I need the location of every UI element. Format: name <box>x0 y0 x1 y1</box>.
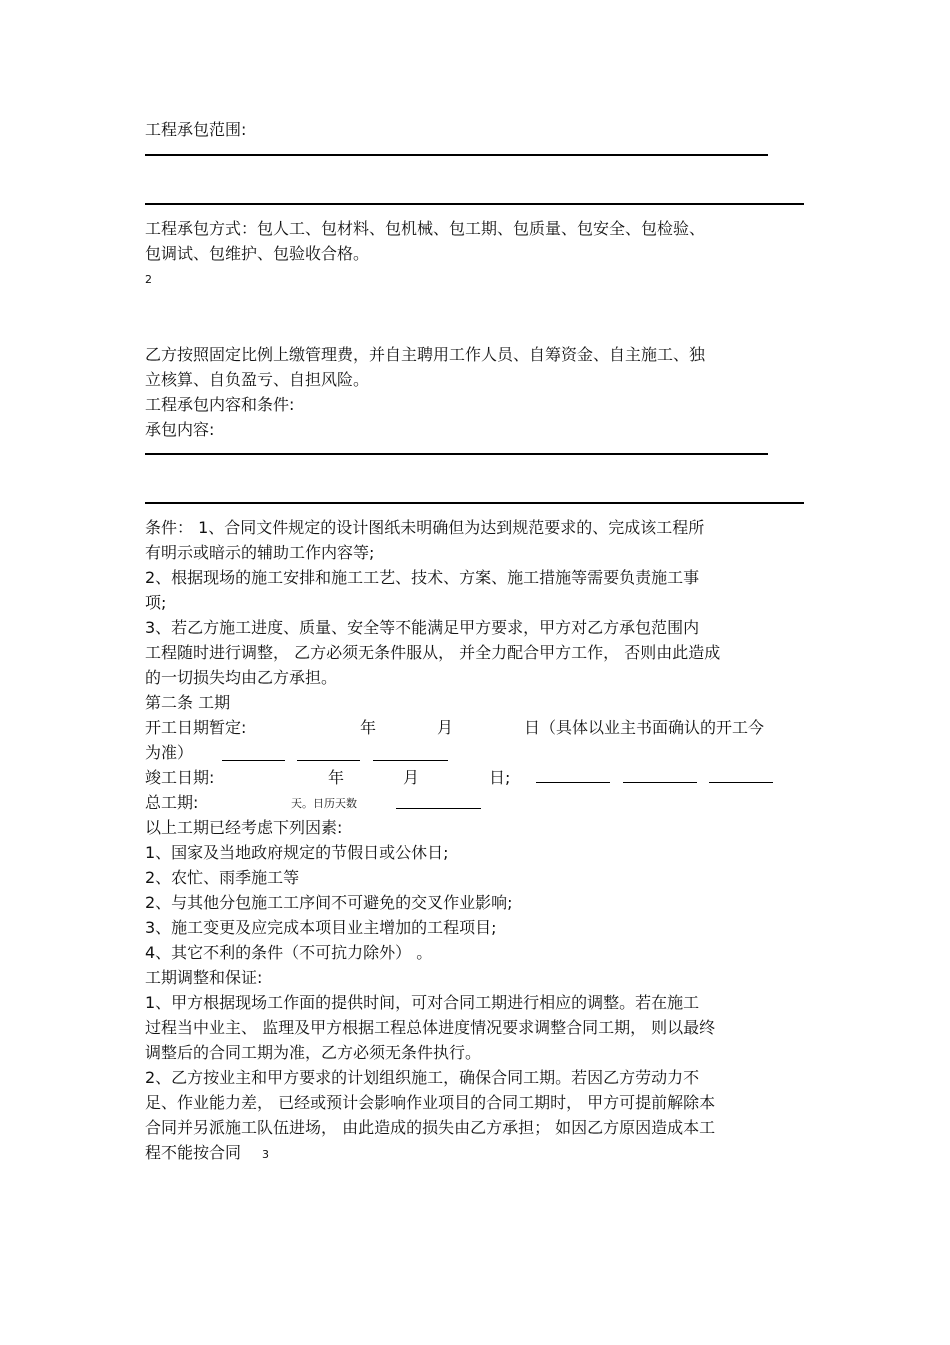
scope-fill-line-2 <box>145 203 804 205</box>
scope-label: 工程承包范围: <box>145 120 247 139</box>
start-year-blank <box>222 760 285 761</box>
condition-3-line-2: 工程随时进行调整， 乙方必须无条件服从， 并全力配合甲方工作， 否则由此造成 <box>145 643 721 662</box>
end-day-unit: 日; <box>489 768 511 787</box>
start-date-line-2: 为准） <box>145 743 194 762</box>
condition-2-line-1: 2、根据现场的施工安排和施工工艺、技术、方案、施工措施等需要负责施工事 <box>145 568 700 587</box>
condition-2-line-2: 项; <box>145 593 167 612</box>
end-year-blank <box>536 782 610 783</box>
fee-line-2: 立核算、自负盈亏、自担风险。 <box>145 370 370 389</box>
factor-3: 2、与其他分包施工工序间不可避免的交叉作业影响; <box>145 893 513 912</box>
adjust-1-line-1: 1、甲方根据现场工作面的提供时间，可对合同工期进行相应的调整。若在施工 <box>145 993 700 1012</box>
start-month-unit: 月 <box>437 718 454 737</box>
total-duration-unit: 天。日历天数 <box>291 797 357 810</box>
adjust-2-line-3: 合同并另派施工队伍进场， 由此造成的损失由乙方承担； 如因乙方原因造成本工 <box>145 1118 716 1137</box>
factor-5: 4、其它不利的条件（不可抗力除外） 。 <box>145 943 433 962</box>
condition-3-line-1: 3、若乙方施工进度、质量、安全等不能满足甲方要求，甲方对乙方承包范围内 <box>145 618 700 637</box>
start-year-unit: 年 <box>360 718 377 737</box>
adjust-2-line-1: 2、乙方按业主和甲方要求的计划组织施工，确保合同工期。若因乙方劳动力不 <box>145 1068 700 1087</box>
total-duration-label: 总工期: <box>145 793 199 812</box>
adjust-heading: 工期调整和保证: <box>145 968 263 987</box>
start-date-label: 开工日期暂定: <box>145 718 247 737</box>
condition-1-line-1: 条件： 1、合同文件规定的设计图纸未明确但为达到规范要求的、完成该工程所 <box>145 518 705 537</box>
content-fill-line-1 <box>145 453 768 455</box>
end-month-blank <box>623 782 697 783</box>
adjust-1-line-2: 过程当中业主、 监理及甲方根据工程总体进度情况要求调整合同工期， 则以最终 <box>145 1018 716 1037</box>
fee-line-1: 乙方按照固定比例上缴管理费，并自主聘用工作人员、自筹资金、自主施工、独 <box>145 345 706 364</box>
start-day-note: 日（具体以业主书面确认的开工今 <box>524 718 765 737</box>
adjust-2-line-4: 程不能按合同 <box>145 1143 242 1162</box>
end-day-blank <box>709 782 773 783</box>
end-date-label: 竣工日期: <box>145 768 215 787</box>
content-fill-line-2 <box>145 502 804 504</box>
start-day-blank <box>373 760 448 761</box>
condition-3-line-3: 的一切损失均由乙方承担。 <box>145 668 338 687</box>
method-line-2: 包调试、包维护、包验收合格。 <box>145 244 370 263</box>
factor-4: 3、施工变更及应完成本项目业主增加的工程项目; <box>145 918 497 937</box>
adjust-1-line-3: 调整后的合同工期为准，乙方必须无条件执行。 <box>145 1043 482 1062</box>
content-label: 承包内容: <box>145 420 215 439</box>
start-month-blank <box>297 760 360 761</box>
factor-1: 1、国家及当地政府规定的节假日或公休日; <box>145 843 449 862</box>
page-number-bottom: 3 <box>262 1148 269 1161</box>
factor-2: 2、农忙、雨季施工等 <box>145 868 300 887</box>
content-conditions-label: 工程承包内容和条件: <box>145 395 295 414</box>
factors-intro: 以上工期已经考虑下列因素: <box>145 818 343 837</box>
total-duration-blank <box>396 808 481 809</box>
method-line-1: 工程承包方式：包人工、包材料、包机械、包工期、包质量、包安全、包检验、 <box>145 219 706 238</box>
page-number-top: 2 <box>145 273 152 286</box>
article-2-heading: 第二条 工期 <box>145 693 231 712</box>
end-month-unit: 月 <box>403 768 420 787</box>
adjust-2-line-2: 足、作业能力差， 已经或预计会影响作业项目的合同工期时， 甲方可提前解除本 <box>145 1093 716 1112</box>
scope-fill-line-1 <box>145 154 768 156</box>
end-year-unit: 年 <box>328 768 345 787</box>
condition-1-line-2: 有明示或暗示的辅助工作内容等; <box>145 543 375 562</box>
